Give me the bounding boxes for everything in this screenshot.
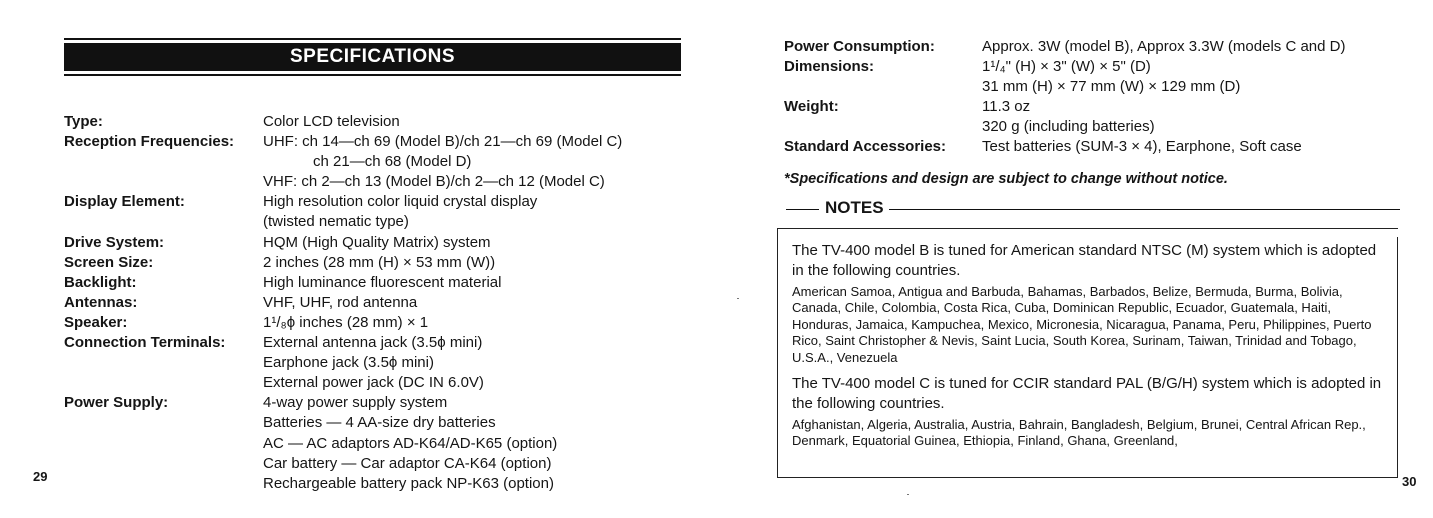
spec-value-line: VHF, UHF, rod antenna	[263, 293, 418, 311]
spec-label: Speaker:	[64, 313, 128, 331]
page-number-left: 29	[33, 469, 48, 484]
spec-label: Dimensions:	[784, 58, 875, 76]
spec-values	[982, 57, 1404, 97]
spec-label: Power Consumption:	[784, 38, 935, 55]
model-b-intro: The TV-400 model B is tuned for American standard NTSC (M) system which is adopted in the following countries.	[792, 242, 1377, 279]
spec-row	[64, 393, 704, 493]
notes-header	[786, 197, 1400, 221]
spec-label: Connection Terminals:	[64, 334, 226, 352]
notes-title: NOTES	[825, 198, 884, 217]
header-top-rule	[64, 38, 681, 40]
notes-rule-left	[786, 209, 819, 210]
page-number-right: 30	[1402, 474, 1417, 489]
spec-value-line: 4-way power supply system	[263, 394, 448, 412]
spec-row	[64, 293, 704, 313]
spec-row	[784, 57, 1404, 97]
spec-row	[784, 37, 1404, 57]
spec-value-line: AC — AC adaptors AD-K64/AD-K65 (option)	[263, 434, 558, 452]
spec-value-line: VHF: ch 2—ch 13 (Model B)/ch 2—ch 12 (Model C)	[263, 173, 605, 191]
spec-value-line: UHF: ch 14—ch 69 (Model B)/ch 21—ch 69 (Model C)	[263, 133, 623, 151]
spec-value-line: 320 g (including batteries)	[982, 118, 1155, 136]
right-spec-list	[784, 37, 1404, 158]
spec-values	[263, 233, 704, 253]
spec-values	[982, 137, 1404, 157]
model-b-countries: American Samoa, Antigua and Barbuda, Bahamas, Barbados, Belize, Bermuda, Burma, Bolivia, Canada, Chile, Colombia, Costa Rica, Cuba, Dominican Republic, Ecuador, Guatemala, Haiti, Honduras, Jamaica, Kampuchea, Mexico, Micronesia, Nicaragua, Panama, Peru, Philippines, Puerto Rico, Saint Christopher & Nevis, Saint Lucia, South Korea, Surinam, Taiwan, Trinidad and Tobago, U.S.A., Venezuela	[792, 284, 1372, 365]
spec-row	[64, 233, 704, 253]
spec-label: Display Element:	[64, 193, 185, 211]
spec-values	[263, 293, 704, 313]
spec-values	[263, 393, 704, 493]
spec-row	[64, 273, 704, 293]
spec-values	[982, 97, 1404, 137]
spec-value-line: Color LCD television	[263, 113, 400, 130]
spec-value-line: Test batteries (SUM-3 × 4), Earphone, Soft case	[982, 138, 1302, 156]
spec-row	[784, 97, 1404, 137]
spec-value-line: Earphone jack (3.5ϕ mini)	[263, 354, 434, 372]
header-bottom-rule	[64, 74, 681, 76]
spec-label: Weight:	[784, 98, 839, 116]
spec-label: Standard Accessories:	[784, 138, 947, 156]
spec-row	[64, 132, 704, 192]
spec-label: Power Supply:	[64, 394, 169, 412]
spec-row	[784, 137, 1404, 157]
spec-row	[64, 192, 704, 232]
spec-value-line: ch 21—ch 68 (Model D)	[313, 153, 472, 171]
spec-values	[263, 313, 704, 333]
specifications-title-bar	[64, 43, 681, 71]
spec-value-line: Approx. 3W (model B), Approx 3.3W (models C and D)	[982, 38, 1346, 55]
spec-value-line: 1¹/₄" (H) × 3" (W) × 5" (D)	[982, 58, 1151, 76]
spec-values	[263, 192, 704, 232]
spec-row	[64, 112, 704, 132]
spec-values	[263, 112, 704, 132]
spec-label: Reception Frequencies:	[64, 133, 235, 151]
spec-value-line: (twisted nematic type)	[263, 213, 409, 231]
scan-speck	[907, 494, 909, 495]
spec-value-line: HQM (High Quality Matrix) system	[263, 233, 491, 251]
model-c-countries: Afghanistan, Algeria, Australia, Austria, Bahrain, Bangladesh, Belgium, Brunei, Central African Rep., Denmark, Equatorial Guinea, Ethiopia, Finland, Ghana, Greenland,	[792, 417, 1366, 449]
specifications-title: SPECIFICATIONS	[290, 46, 455, 67]
spec-value-line: High luminance fluorescent material	[263, 273, 502, 291]
left-spec-list	[64, 112, 704, 494]
spec-values	[263, 333, 704, 393]
spec-values	[263, 132, 704, 192]
spec-value-line: 2 inches (28 mm (H) × 53 mm (W))	[263, 253, 496, 271]
spec-label: Type:	[64, 113, 103, 130]
spec-value-line: Rechargeable battery pack NP-K63 (option)	[263, 474, 554, 492]
spec-row	[64, 253, 704, 273]
spec-value-line: 1¹/₈ϕ inches (28 mm) × 1	[263, 313, 429, 331]
spec-value-line: External antenna jack (3.5ϕ mini)	[263, 334, 483, 352]
spec-label: Antennas:	[64, 293, 138, 311]
notes-box	[777, 228, 1398, 478]
notes-content	[792, 241, 1388, 450]
notes-rule-right	[889, 209, 1400, 210]
spec-value-line: 11.3 oz	[982, 98, 1031, 116]
spec-values	[982, 37, 1404, 57]
spec-label: Drive System:	[64, 233, 165, 251]
spec-value-line: External power jack (DC IN 6.0V)	[263, 374, 484, 392]
spec-value-line: High resolution color liquid crystal display	[263, 193, 538, 211]
model-c-intro: The TV-400 model C is tuned for CCIR standard PAL (B/G/H) system which is adopted in the following countries.	[792, 375, 1382, 412]
spec-label: Backlight:	[64, 273, 137, 291]
spec-row	[64, 333, 704, 393]
spec-value-line: Batteries — 4 AA-size dry batteries	[263, 414, 496, 432]
spec-values	[263, 253, 704, 273]
spec-value-line: 31 mm (H) × 77 mm (W) × 129 mm (D)	[982, 78, 1241, 96]
notes-box-right-border	[1397, 237, 1398, 477]
specifications-header	[64, 38, 681, 76]
spec-row	[64, 313, 704, 333]
spec-label: Screen Size:	[64, 253, 154, 271]
spec-values	[263, 273, 704, 293]
disclaimer-note: *Specifications and design are subject to change without notice.	[784, 171, 1228, 187]
spec-value-line: Car battery — Car adaptor CA-K64 (option)	[263, 454, 552, 472]
scan-speck	[737, 298, 739, 299]
